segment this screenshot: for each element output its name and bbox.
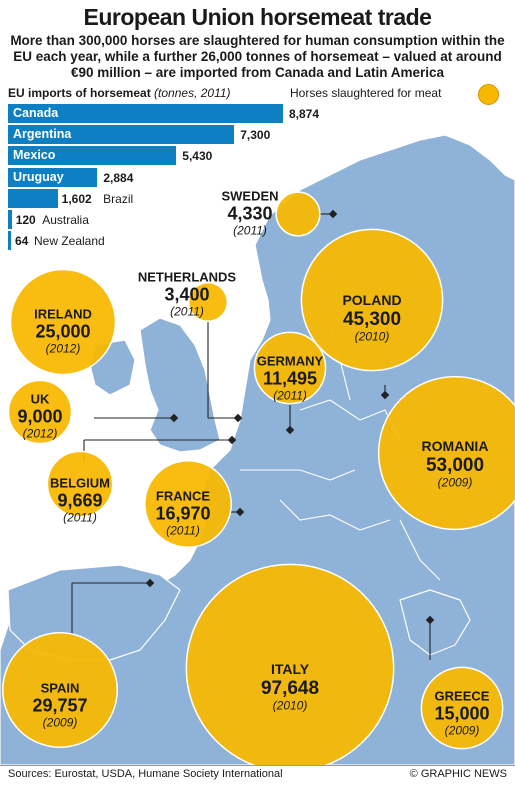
slaughter-legend-dot bbox=[478, 84, 499, 105]
bar-value-label: 120 bbox=[15, 213, 36, 227]
bubble-country-label: SWEDEN bbox=[221, 188, 279, 204]
imports-unit: (tonnes, 2011) bbox=[154, 86, 231, 100]
footer-divider bbox=[0, 765, 515, 766]
bubble-value-label: 9,669 bbox=[57, 490, 103, 511]
bubble-year-label: (2012) bbox=[22, 426, 58, 441]
bar-row bbox=[8, 146, 338, 165]
sources: Sources: Eurostat, USDA, Humane Society International bbox=[8, 768, 283, 780]
bubble-country-label: UK bbox=[30, 391, 50, 407]
credit: © GRAPHIC NEWS bbox=[409, 768, 507, 780]
bar-row bbox=[8, 125, 338, 144]
bubble-country-label: GREECE bbox=[434, 688, 490, 704]
bar-category-label: Brazil bbox=[103, 191, 134, 206]
bubble-value-label: 15,000 bbox=[434, 703, 490, 724]
bar-row bbox=[8, 231, 338, 250]
bubble-country-label: FRANCE bbox=[155, 488, 211, 504]
bubble-country-label: NETHERLANDS bbox=[137, 269, 237, 285]
bubble-country-label: SPAIN bbox=[40, 680, 80, 696]
bubble-year-label: (2012) bbox=[45, 341, 81, 356]
bubble-year-label: (2011) bbox=[170, 304, 204, 319]
bubble-year-label: (2010) bbox=[272, 698, 308, 713]
bar-row bbox=[8, 189, 338, 208]
bubble-country-label: BELGIUM bbox=[50, 475, 110, 491]
bar-row bbox=[8, 104, 338, 123]
bubble-year-label: (2009) bbox=[42, 715, 78, 730]
bar bbox=[8, 231, 11, 250]
bubble-country-label: IRELAND bbox=[34, 306, 92, 322]
bar-value-label: 8,874 bbox=[289, 107, 320, 121]
bubble-country-label: ITALY bbox=[270, 661, 310, 678]
bar-row bbox=[8, 168, 338, 187]
imports-bar-chart bbox=[8, 104, 338, 254]
bubble-country-label: GERMANY bbox=[256, 353, 324, 369]
imports-title: EU imports of horsemeat bbox=[8, 86, 151, 100]
bubble-country-label: ROMANIA bbox=[421, 438, 489, 455]
bar bbox=[8, 125, 234, 144]
bubble-value-label: 25,000 bbox=[35, 321, 91, 342]
bubble-value-label: 3,400 bbox=[164, 284, 210, 305]
bar-category-label: Australia bbox=[42, 213, 89, 227]
bubble-value-label: 45,300 bbox=[342, 309, 402, 331]
imports-legend bbox=[8, 86, 231, 100]
bubble-year-label: (2009) bbox=[444, 723, 480, 738]
bar-value-label: 7,300 bbox=[240, 128, 271, 143]
bar-value-label: 64 bbox=[15, 234, 29, 249]
bar bbox=[8, 104, 283, 123]
bubble-value-label: 9,000 bbox=[17, 406, 63, 427]
bar bbox=[8, 146, 176, 165]
bubble-value-label: 53,000 bbox=[425, 455, 485, 477]
bar-category-label: Canada bbox=[13, 106, 59, 120]
bar-value-label: 1,602 bbox=[61, 191, 92, 206]
bar-category-label: New Zealand bbox=[34, 234, 105, 249]
bar-value-label: 2,884 bbox=[103, 170, 134, 185]
bar-row bbox=[8, 210, 338, 229]
bar-category-label: Mexico bbox=[13, 148, 56, 163]
bar-value-label: 5,430 bbox=[182, 149, 213, 164]
bubble-year-label: (2009) bbox=[437, 475, 473, 490]
bar bbox=[8, 210, 12, 229]
bubble-country-label: POLAND bbox=[342, 292, 402, 309]
bubble-value-label: 4,330 bbox=[227, 203, 273, 224]
bar bbox=[8, 189, 58, 208]
chart-subtitle: More than 300,000 horses are slaughtered for human consumption within the EU each year, while a further 26,000 tonnes of horsemeat – valued at around €90 million – are imported from Canada and Latin America bbox=[10, 33, 505, 80]
bubble-value-label: 29,757 bbox=[32, 695, 88, 716]
bubble-year-label: (2011) bbox=[273, 388, 307, 403]
bubble-value-label: 16,970 bbox=[155, 503, 211, 524]
bar bbox=[8, 168, 97, 187]
bar-category-label: Argentina bbox=[13, 127, 72, 142]
bubble-year-label: (2011) bbox=[233, 223, 267, 238]
bubble-value-label: 11,495 bbox=[262, 368, 318, 389]
bubble-year-label: (2011) bbox=[166, 523, 200, 538]
chart-title: European Union horsemeat trade bbox=[83, 4, 432, 30]
slaughter-legend-label: Horses slaughtered for meat bbox=[290, 86, 442, 100]
bubble-year-label: (2010) bbox=[354, 329, 390, 344]
bubble-year-label: (2011) bbox=[63, 510, 97, 525]
bar-category-label: Uruguay bbox=[13, 169, 64, 184]
bubble-value-label: 97,648 bbox=[260, 678, 320, 700]
